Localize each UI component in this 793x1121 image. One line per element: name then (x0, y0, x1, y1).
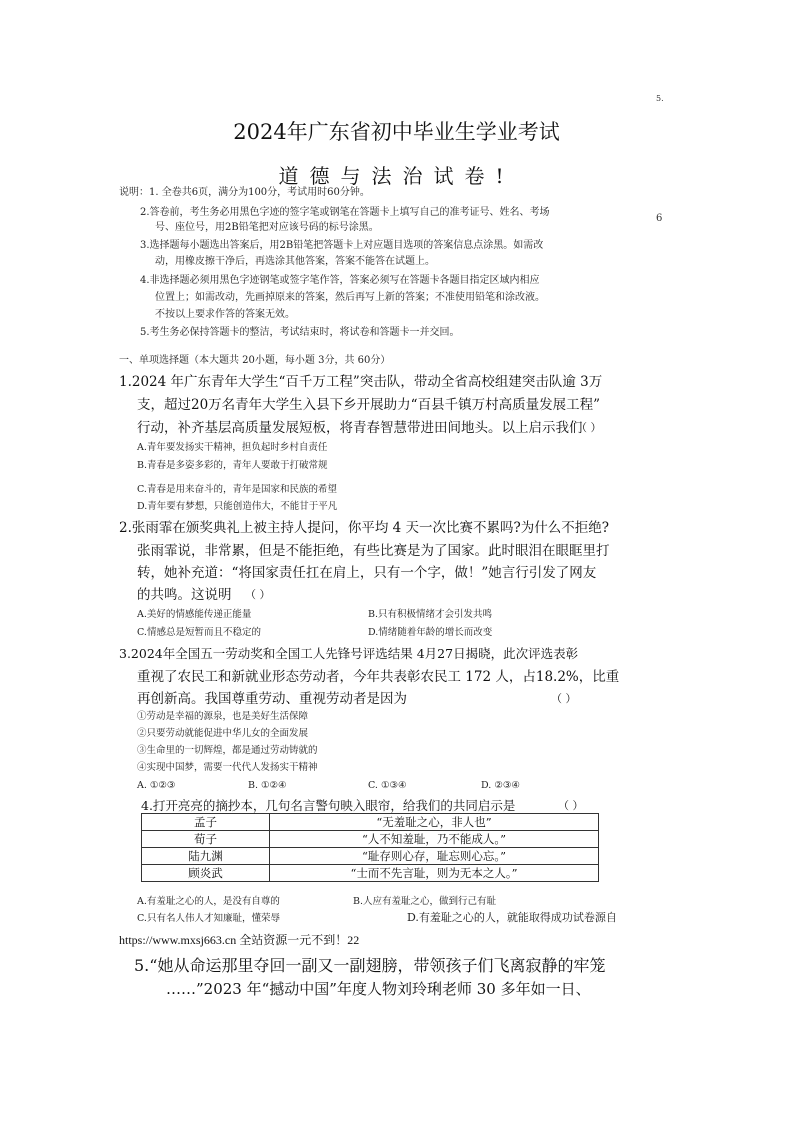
table-row (142, 831, 599, 848)
statement: ④实现中国梦，需要一代代人发扬实干精神 (137, 762, 318, 773)
question-line: 1.2024 年广东青年大学生“百千万工程”突击队，带动全省高校组建突击队逾 3万 (119, 374, 603, 390)
person-cell: 顾炎武 (142, 865, 270, 882)
question-line: 张雨霏说，非常累，但是不能拒绝，有些比赛是为了国家。此时眼泪在眼眶里打 (137, 543, 610, 559)
person-cell: 陆九渊 (142, 848, 270, 865)
option-d: D.情绪随着年龄的增长而改变 (368, 627, 493, 638)
option-d: D. ②③④ (481, 780, 520, 791)
option-b: B. ①②④ (248, 780, 287, 791)
option-c: C.青春是用来奋斗的，青年是国家和民族的希望 (137, 484, 337, 495)
table-row (142, 814, 599, 831)
source-line: https://www.mxsj663.cn 全站资源一元不到！22 (119, 933, 360, 947)
option-d: D.青年要有梦想，只能创造伟大，不能甘于平凡 (137, 501, 338, 512)
option-a: A. ①②③ (137, 780, 176, 791)
instruction-line: 3.选择题每小题选出答案后，用2B铅笔把答题卡上对应题目选项的答案信息点涂黑。如需改 (140, 240, 544, 251)
quotes-table (141, 813, 599, 882)
person-cell: 孟子 (142, 814, 270, 831)
option-d: D.有羞耻之心的人，就能取得成功试卷源自 (407, 911, 617, 924)
option-b: B.只有积极情绪才会引发共鸣 (368, 609, 493, 620)
answer-blank: （ ） (245, 588, 271, 601)
table-row (142, 848, 599, 865)
instruction-line: 说明：1. 全卷共6页，满分为100分，考试用时60分钟。 (119, 187, 370, 198)
corner-mark: 5. (656, 94, 664, 103)
question-line: ……”2023 年“撼动中国”年度人物刘玲琍老师 30 多年如一日、 (166, 980, 591, 998)
question-line: 4.打开亮亮的摘抄本，几句名言警句映入眼帘，给我们的共同启示是 (141, 798, 516, 813)
person-cell: 荀子 (142, 831, 270, 848)
instruction-line: 2.答卷前，考生务必用黑色字迹的签字笔或钢笔在答题卡上填写自己的准考证号、姓名、考场 (140, 207, 550, 218)
instruction-line: 号、座位号，用2B铅笔把对应该号码的标号涂黑。 (155, 222, 379, 233)
statement: ①劳动是幸福的源泉，也是美好生活保障 (137, 711, 309, 722)
question-line: 5.“她从命运那里夺回一副又一副翅膀，带领孩子们飞离寂静的牢笼 (134, 956, 606, 975)
option-a: A.美好的情感能传递正能量 (137, 609, 252, 620)
question-line: 重视了农民工和新就业形态劳动者，今年共表彰农民工 172 人，占18.2%，比重 (137, 669, 620, 685)
quote-cell: “士而不先言耻，则为无本之人。” (270, 865, 599, 882)
option-b: B.青春是多姿多彩的，青年人要敢于打破常规 (137, 460, 328, 471)
question-line: 转，她补充道：“将国家责任扛在肩上，只有一个字，做！”她言行引发了网友 (137, 565, 597, 581)
section-heading: 一、单项选择题（本大题共 20小题，每小题 3分，共 60分） (119, 355, 391, 366)
answer-blank: （ ） (576, 421, 602, 434)
exam-subtitle: 道德与法治试卷! (278, 164, 515, 188)
quote-cell: “无羞耻之心，非人也” (270, 814, 599, 831)
option-a: A.青年要发扬实干精神，担负起时乡村自责任 (137, 442, 328, 453)
option-c: C. ①③④ (368, 780, 407, 791)
question-line: 2.张雨霏在颁奖典礼上被主持人提问，你平均 4 天一次比赛不累吗?为什么不拒绝? (119, 520, 610, 536)
question-line: 行动，补齐基层高质量发展短板，将青春智慧带进田间地头。以上启示我们 (137, 420, 583, 436)
quote-cell: “人不知羞耻，乃不能成人。” (270, 831, 599, 848)
question-line: 的共鸣。这说明 (137, 587, 232, 603)
question-line: 再创新高。我国尊重劳动、重视劳动者是因为 (137, 691, 407, 707)
question-line: 3.2024年全国五一劳动奖和全国工人先锋号评选结果 4月27日揭晓，此次评选表彰 (119, 646, 579, 661)
instruction-line: 位置上；如需改动，先画掉原来的答案，然后再写上新的答案；不准使用铅笔和涂改液。 (155, 292, 545, 303)
statement: ③生命里的一切辉煌，都是通过劳动铸就的 (137, 745, 318, 756)
exam-title: 2024年广东省初中毕业生学业考试 (233, 120, 560, 144)
instruction-line: 不按以上要求作答的答案无效。 (155, 309, 295, 320)
question-line: 支，超过20万名青年大学生入县下乡开展助力“百县千镇万村高质量发展工程” (137, 397, 600, 413)
option-c: C.只有名人伟人才知廉耻，懂荣辱 (137, 913, 280, 924)
instruction-line: 4.非选择题必须用黑色字迹钢笔或签字笔作答，答案必须写在答题卡各题目指定区域内相应 (140, 275, 540, 286)
corner-mark: 6 (656, 213, 663, 224)
instruction-line: 5.考生务必保持答题卡的整洁，考试结束时，将试卷和答题卡一并交回。 (140, 327, 460, 338)
option-b: B.人应有羞耻之心，做到行己有耻 (353, 896, 497, 907)
quote-cell: “耻存则心存，耻忘则心忘。” (270, 848, 599, 865)
answer-blank: （ ） (558, 799, 584, 812)
option-c: C.情感总是短暂而且不稳定的 (137, 627, 261, 638)
table-row (142, 865, 599, 882)
statement: ②只要劳动就能促进中华儿女的全面发展 (137, 728, 309, 739)
instruction-line: 动，用橡皮擦干净后，再选涂其他答案，答案不能答在试题上。 (155, 256, 435, 267)
option-a: A.有羞耻之心的人，是没有自尊的 (137, 896, 280, 907)
answer-blank: （ ） (551, 692, 577, 705)
